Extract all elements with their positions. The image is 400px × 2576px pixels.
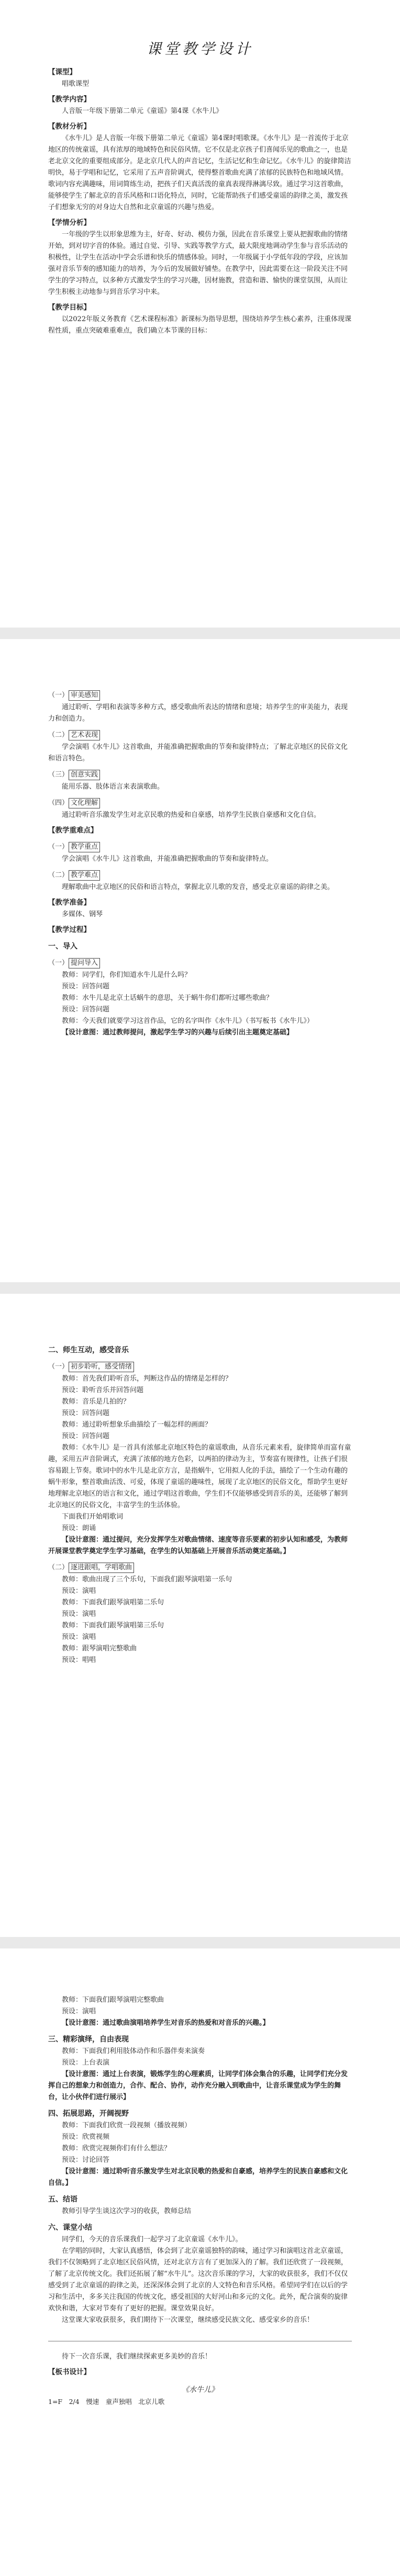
section-heading: 【教学准备】 (48, 898, 91, 907)
paragraph: 教师：音乐是几拍的？ (62, 1398, 130, 1406)
paragraph: 预设：欣赏视频 (62, 2133, 110, 2141)
section-heading: 【教学重难点】 (48, 826, 98, 835)
paragraph: 同学们，今天的音乐课我们一起学习了北京童谣《水牛儿》。 (62, 2236, 242, 2243)
paragraph: 预设：唱唱 (62, 1656, 96, 1664)
paragraph: 预设：上台表演 (62, 2059, 110, 2067)
subsection-heading (48, 769, 352, 781)
subsection-label: 文化理解 (69, 798, 100, 808)
step-heading: 四、拓展思路，开阔视野 (48, 2110, 129, 2118)
board-row: 1=F 2/4 慢速 童声独唱 北京儿歌 (48, 2398, 165, 2406)
paragraph: 教师：下面我们跟琴演唱第三乐句 (62, 1622, 164, 1629)
paragraph: 教师：下面我们利用肢体动作和乐器伴奏来演奏 (62, 2047, 205, 2055)
paragraph: 预设：讨论回答 (62, 2156, 110, 2164)
document-page-3 (0, 1294, 400, 1937)
document-page-4 (0, 1948, 400, 2576)
paragraph: 教师：首先我们聆听音乐，判断这作品的情绪是怎样的？ (62, 1375, 232, 1383)
subsection-label: 初步聆听，感受情绪 (69, 1362, 134, 1372)
material-heading: 【教材分析】 (48, 122, 91, 131)
design-intent-note: 【设计意图：通过聆听音乐激发学生对北京民歌的热爱和自豪感，培养学生的民族自豪感和文化自信。】 (48, 2168, 348, 2187)
paragraph: 教师：欣赏完视频你们有什么想法？ (62, 2145, 171, 2152)
design-intent-note: 【设计意图：通过提问，充分发挥学生对歌曲情绪、速度等音乐要素的初步认知和感受，为教师开展课堂教学奠定学生学习基础，在学生的认知基础上开展音乐活动奠定基础。】 (48, 1536, 348, 1555)
document-page-1 (0, 0, 400, 628)
subsection-number: （二） (48, 871, 69, 879)
paragraph: 预设：演唱 (62, 1633, 96, 1641)
material-paragraph: 《水牛儿》是人音版一年级下册第二单元《童谣》第4课时唱歌课。《水牛儿》是一首流传于北京地区的传统童谣，具有浓厚的地域特色和民俗风情。它不仅是北京孩子们喜闻乐见的歌曲之一，也是老北京文化的重要组成部分。是北京几代人的声音记忆，生活记忆和生命记忆。《水牛儿》的旋律简洁明快，易于学唱和记忆，它采用了五声音阶调式，使得整首歌曲充满了浓郁的民族特色和地域风情。歌词内容充满趣味，用词简练生动，把孩子们天真活泼的童真表现得淋漓尽致。通过学习这首歌曲，能够使学生了解北京的音乐风格和口语化特点，同时，它能帮助孩子们感受童谣的韵律之美，激发孩子们想象无穷的对身边大自然和北京童谣的兴趣与热爱。 (48, 134, 351, 211)
step-heading: 一、导入 (48, 942, 77, 951)
paragraph: 理解歌曲中北京地区的民俗和语言特点，掌握北京儿歌的发音，感受北京童谣的韵律之美。 (62, 883, 335, 891)
subsection-heading (48, 957, 352, 970)
paragraph: 预设：演唱 (62, 1610, 96, 1618)
goal-paragraph: 以2022年版义务教育《艺术课程标准》新课标为指导思想，围绕培养学生核心素养，注重体现课程性质，重点突破难重难点，我们确立本节课的目标： (48, 315, 352, 335)
paragraph: 预设：聆听音乐并回答问题 (62, 1386, 144, 1394)
paragraph: 教师：同学们，你们知道水牛儿是什么吗？ (62, 971, 192, 979)
page-2-body (48, 689, 352, 1039)
student-paragraph: 一年级的学生以形象思维为主，好奇、好动、模仿力强，因此在音乐课堂上要从把握歌曲的情绪开始，到对切字音的体验。通过自觉、引导、实践等教学方式，最大限度地调动学生参与音乐活动的积极性，让学生在活动中学会乐谱和快乐的情感体验。同时，一年级属于小学低年段的学段，应该加强对音乐节奏的感知能力的培养，为今后的发展做好铺垫。在教学中，因此需要在这一阶段关注不同学生的学习特点，以多种方式激发学生的学习兴趣，因材施教，营造和谐、愉快的课堂氛围，从而让学生积极主动地参与到音乐学习中来。 (48, 231, 348, 296)
paragraph: 教师：《水牛儿》是一首具有浓郁北京地区特色的童谣歌曲，从音乐元素来看，旋律简单而富有童趣，采用五声音阶调式，充满了浓郁的地方色彩，以两拍的律动为主，节奏富有规律性，让孩子们很容易跟上节奏。歌词中的水牛儿是北京方言，是指蜗牛，它用拟人化的手法，描绘了一个生动有趣的蜗牛形象，整首歌曲活泼、可爱，体现了童谣的趣味性，展现了北京地区的民俗文化，帮助学生更好地理解北京地区的语言和文化，通过学唱这首歌曲，学生们不仅能够感受到音乐的美，还能够了解到北京地区的民俗文化，丰富学生的生活体验。 (48, 1444, 351, 1509)
paragraph: 预设：朗诵 (62, 1524, 96, 1532)
subsection-number: （四） (48, 799, 69, 807)
paragraph: 教师：歌曲出现了三个乐句，下面我们跟琴演唱第一乐句 (62, 1576, 232, 1583)
board-title: 《水牛儿》 (182, 2386, 218, 2394)
subsection-label: 审美感知 (69, 690, 100, 701)
paragraph: 预设：回答问题 (62, 1006, 110, 1013)
subsection-heading (48, 1561, 352, 1574)
paragraph: 预设：演唱 (62, 1587, 96, 1595)
step-heading: 六、课堂小结 (48, 2224, 92, 2232)
subsection-heading (48, 841, 352, 853)
subsection-label: 教学难点 (69, 870, 100, 881)
subsection-number: （二） (48, 1564, 69, 1571)
lesson-type-heading: 【课型】 (48, 68, 76, 76)
subsection-number: （一） (48, 843, 69, 851)
closing-line: 待下一次音乐课，我们继续探索更多美妙的音乐！ (62, 2353, 212, 2361)
paragraph: 能用乐器、肢体语言来表演歌曲。 (62, 783, 164, 791)
subsection-heading (48, 689, 352, 702)
content-heading: 【教学内容】 (48, 95, 91, 104)
goal-heading: 【教学目标】 (48, 303, 91, 312)
subsection-number: （一） (48, 1363, 69, 1371)
paragraph: 教师：下面我们跟琴演唱第二乐句 (62, 1599, 164, 1606)
paragraph: 通过聆听音乐激发学生对北京民歌的热爱和自豪感，培养学生民族自豪感和文化自信。 (62, 811, 321, 819)
paragraph: 教师：今天我们就要学习这首作品，它的名字叫作《水牛儿》（书写板书《水牛儿》） (62, 1017, 314, 1025)
subsection-number: （一） (48, 691, 69, 699)
paragraph: 教师引导学生谈这次学习的收获，教师总结 (62, 2207, 192, 2215)
subsection-label: 创意实践 (69, 770, 100, 780)
content-text: 人音版一年级下册第二单元《童谣》第4课《水牛儿》 (62, 107, 223, 115)
step-heading: 三、精彩演绎，自由表现 (48, 2035, 129, 2044)
paragraph: 预设：回答问题 (62, 983, 110, 990)
subsection-heading (48, 869, 352, 882)
subsection-label: 逐进跟唱，学唱歌曲 (69, 1563, 134, 1573)
paragraph: 在学唱的同时，大家认真感悟，体会到了北京童谣独特的韵味，通过学习和演唱这首北京童谣，我们不仅领略到了北京地区民俗风情，还对北京方言有了更加深入的了解。我们还欣赏了一段视频，了解了北京传统文化。我们还拓展了解“水牛儿”。这次音乐课的学习，大家的收获很多，我们不仅仅感受到了北京童谣的韵律之美，还深深体会到了北京的人文特色和音乐风格。希望同学们在以后的学习和生活中，多多关注我国的传统文化，感受祖国的大好河山和多元的文化。此外，配合演奏的旋律欢快和谐，大家对节奏有了更好的把握。课堂效果良好。 (48, 2247, 348, 2312)
paragraph: 这堂课大家收获很多，我们期待下一次课堂，继续感受民族文化、感受家乡的音乐！ (62, 2316, 314, 2324)
design-intent-note: 【设计意图：通过教师提问，激起学生学习的兴趣与后续引出主题奠定基础】 (62, 1029, 294, 1036)
paragraph: 下面我们开始唱歌词 (62, 1513, 124, 1521)
page-4-body (48, 1994, 352, 2326)
subsection-label: 教学重点 (69, 842, 100, 852)
document-page-2 (0, 639, 400, 1282)
student-heading: 【学情分析】 (48, 219, 91, 227)
subsection-heading (48, 1361, 352, 1373)
subsection-label: 提问导入 (69, 958, 100, 968)
paragraph: 教师：下面我们欣赏一段视频（播放视频） (62, 2122, 192, 2129)
step-heading: 五、结语 (48, 2195, 77, 2204)
step-heading: 二、师生互动，感受音乐 (48, 1346, 129, 1354)
document-title: 课堂教学设计 (146, 40, 253, 58)
section-heading: 【教学过程】 (48, 926, 91, 934)
paragraph: 预设：回答问题 (62, 1432, 110, 1440)
board-design (48, 2384, 352, 2408)
subsection-number: （一） (48, 959, 69, 967)
paragraph: 教师：下面我们跟琴演唱完整歌曲 (62, 1996, 164, 2004)
paragraph: 教师：跟琴演唱完整歌曲 (62, 1645, 137, 1652)
subsection-heading (48, 729, 352, 742)
page-3-body (48, 1344, 352, 1666)
board-heading: 【板书设计】 (48, 2368, 91, 2376)
paragraph: 通过聆听、学唱和表演等多种方式，感受歌曲所表达的情绪和意境；培养学生的审美能力，表现力和创造力。 (48, 703, 348, 723)
subsection-number: （三） (48, 771, 69, 779)
paragraph: 学会演唱《水牛儿》这首歌曲，并能准确把握歌曲的节奏和旋律特点；了解北京地区的民俗文化和语言特色。 (48, 743, 348, 762)
subsection-heading (48, 797, 352, 810)
design-intent-note: 【设计意图：通过歌曲演唱培养学生对音乐的热爱和对音乐的兴趣。】 (62, 2019, 270, 2027)
design-intent-note: 【设计意图：通过上台表演，锻炼学生的心理素质，让同学们体会集合的乐趣，让同学们充分发挥自己的想象力和创造力，合作、配合、协作，动作充分融入到歌曲中，让音乐课堂成为学生的舞台，让小伙伴们进行展示】 (48, 2070, 348, 2101)
paragraph: 预设：演唱 (62, 2008, 96, 2015)
paragraph: 学会演唱《水牛儿》这首歌曲，并能准确把握歌曲的节奏和旋律特点。 (62, 855, 273, 863)
paragraph: 预设：回答问题 (62, 1409, 110, 1417)
lesson-type-text: 唱歌课型 (62, 80, 90, 88)
subsection-number: （二） (48, 731, 69, 739)
paragraph: 教师：通过聆听想象乐曲描绘了一幅怎样的画面？ (62, 1421, 212, 1429)
paragraph: 教师：水牛儿是北京土话蜗牛的意思，关于蜗牛你们都听过哪些歌曲？ (62, 994, 273, 1002)
paragraph: 多媒体、钢琴 (62, 910, 103, 918)
subsection-label: 艺术表现 (69, 730, 100, 740)
